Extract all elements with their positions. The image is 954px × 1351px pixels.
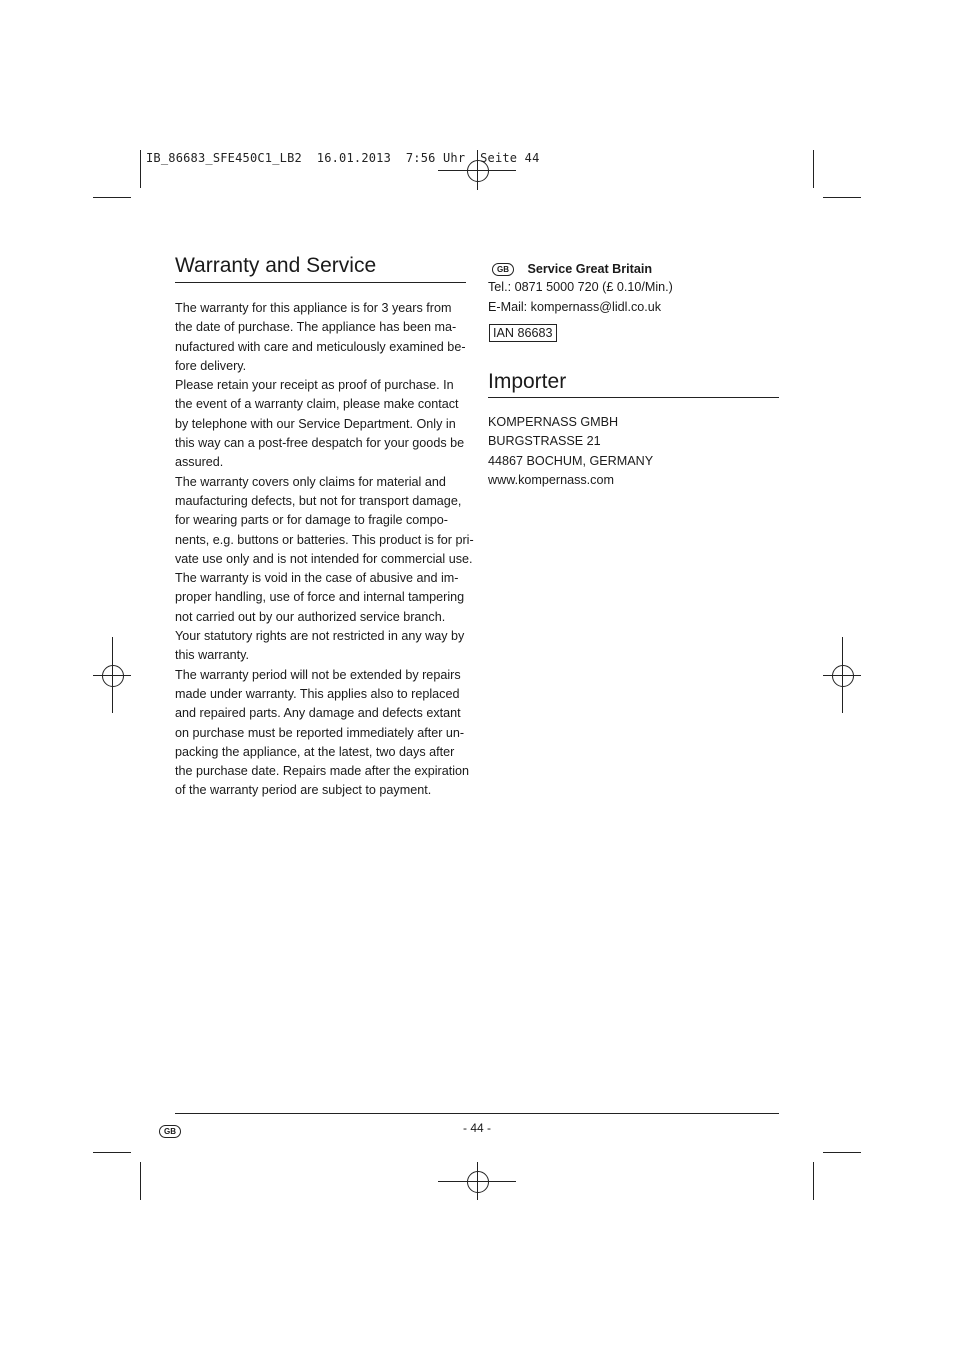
print-slug: IB_86683_SFE450C1_LB2 16.01.2013 7:56 Uhr Seite 44 [146,151,540,165]
warranty-line: assured. [175,455,224,470]
warranty-line: maufacturing defects, but not for transport damage, [175,493,462,508]
page-number: - 44 - [462,1121,491,1135]
crop-mark-br-v [813,1162,814,1200]
warranty-line: The warranty for this appliance is for 3 years from [175,301,452,315]
warranty-line: made under warranty. This applies also to replaced [175,686,460,701]
importer-title: Importer [488,370,567,393]
warranty-line: the event of a warranty claim, please make contact [175,397,459,412]
service-heading: Service Great Britain [527,262,653,276]
footer-rule [175,1113,779,1114]
warranty-line: nents, e.g. buttons or batteries. This product is for pri- [175,532,474,547]
importer-line: 44867 BOCHUM, GERMANY [488,454,654,468]
warranty-line: fore delivery. [175,358,247,373]
crop-mark-bl-v [140,1162,141,1200]
warranty-line: of the warranty period are subject to payment. [175,783,432,798]
warranty-title: Warranty and Service [175,254,377,277]
warranty-line: by telephone with our Service Department. Only in [175,416,456,431]
crop-mark-tl-h [93,197,131,198]
warranty-line: for wearing parts or for damage to fragile compo- [175,513,448,528]
service-heading-row [492,259,652,277]
warranty-line: Your statutory rights are not restricted in any way by [175,629,465,644]
warranty-line: packing the appliance, at the latest, two days after [175,744,455,759]
warranty-line: The warranty period will not be extended by repairs [175,667,461,682]
warranty-line: this warranty. [175,648,249,663]
crop-mark-tr-h [823,197,861,198]
warranty-line: vate use only and is not intended for commercial use. [175,551,473,566]
warranty-line: The warranty is void in the case of abusive and im- [175,571,459,586]
footer-gb-badge: GB [159,1125,181,1138]
crop-mark-tr-v [813,150,814,188]
warranty-line: on purchase must be reported immediately after un- [175,725,465,740]
ian-number-box: IAN 86683 [489,324,557,342]
service-email: E-Mail: kompernass@lidl.co.uk [488,300,662,314]
warranty-line: the purchase date. Repairs made after the expiration [175,764,470,779]
gb-country-badge: GB [492,263,514,276]
warranty-body [175,299,474,801]
warranty-line: nufactured with care and meticulously examined be- [175,339,466,354]
warranty-title-rule [175,282,466,283]
warranty-line: Please retain your receipt as proof of purchase. In [175,378,454,393]
warranty-line: The warranty covers only claims for material and [175,474,446,489]
warranty-line: and repaired parts. Any damage and defects extant [175,706,461,721]
importer-title-rule [488,397,779,398]
importer-line: BURGSTRASSE 21 [488,434,601,448]
crop-mark-tl-v [140,150,141,188]
service-tel: Tel.: 0871 5000 720 (£ 0.10/Min.) [488,280,673,294]
warranty-line: this way can a post-free despatch for your goods be [175,436,465,451]
warranty-line: not carried out by our authorized service branch. [175,609,446,624]
warranty-line: the date of purchase. The appliance has been ma- [175,320,457,335]
importer-line: KOMPERNASS GMBH [488,415,619,429]
footer-badge-wrap [159,1121,181,1139]
crop-mark-br-h [823,1152,861,1153]
importer-website: www.kompernass.com [488,473,614,487]
warranty-line: proper handling, use of force and internal tampering [175,590,465,605]
crop-mark-bl-h [93,1152,131,1153]
